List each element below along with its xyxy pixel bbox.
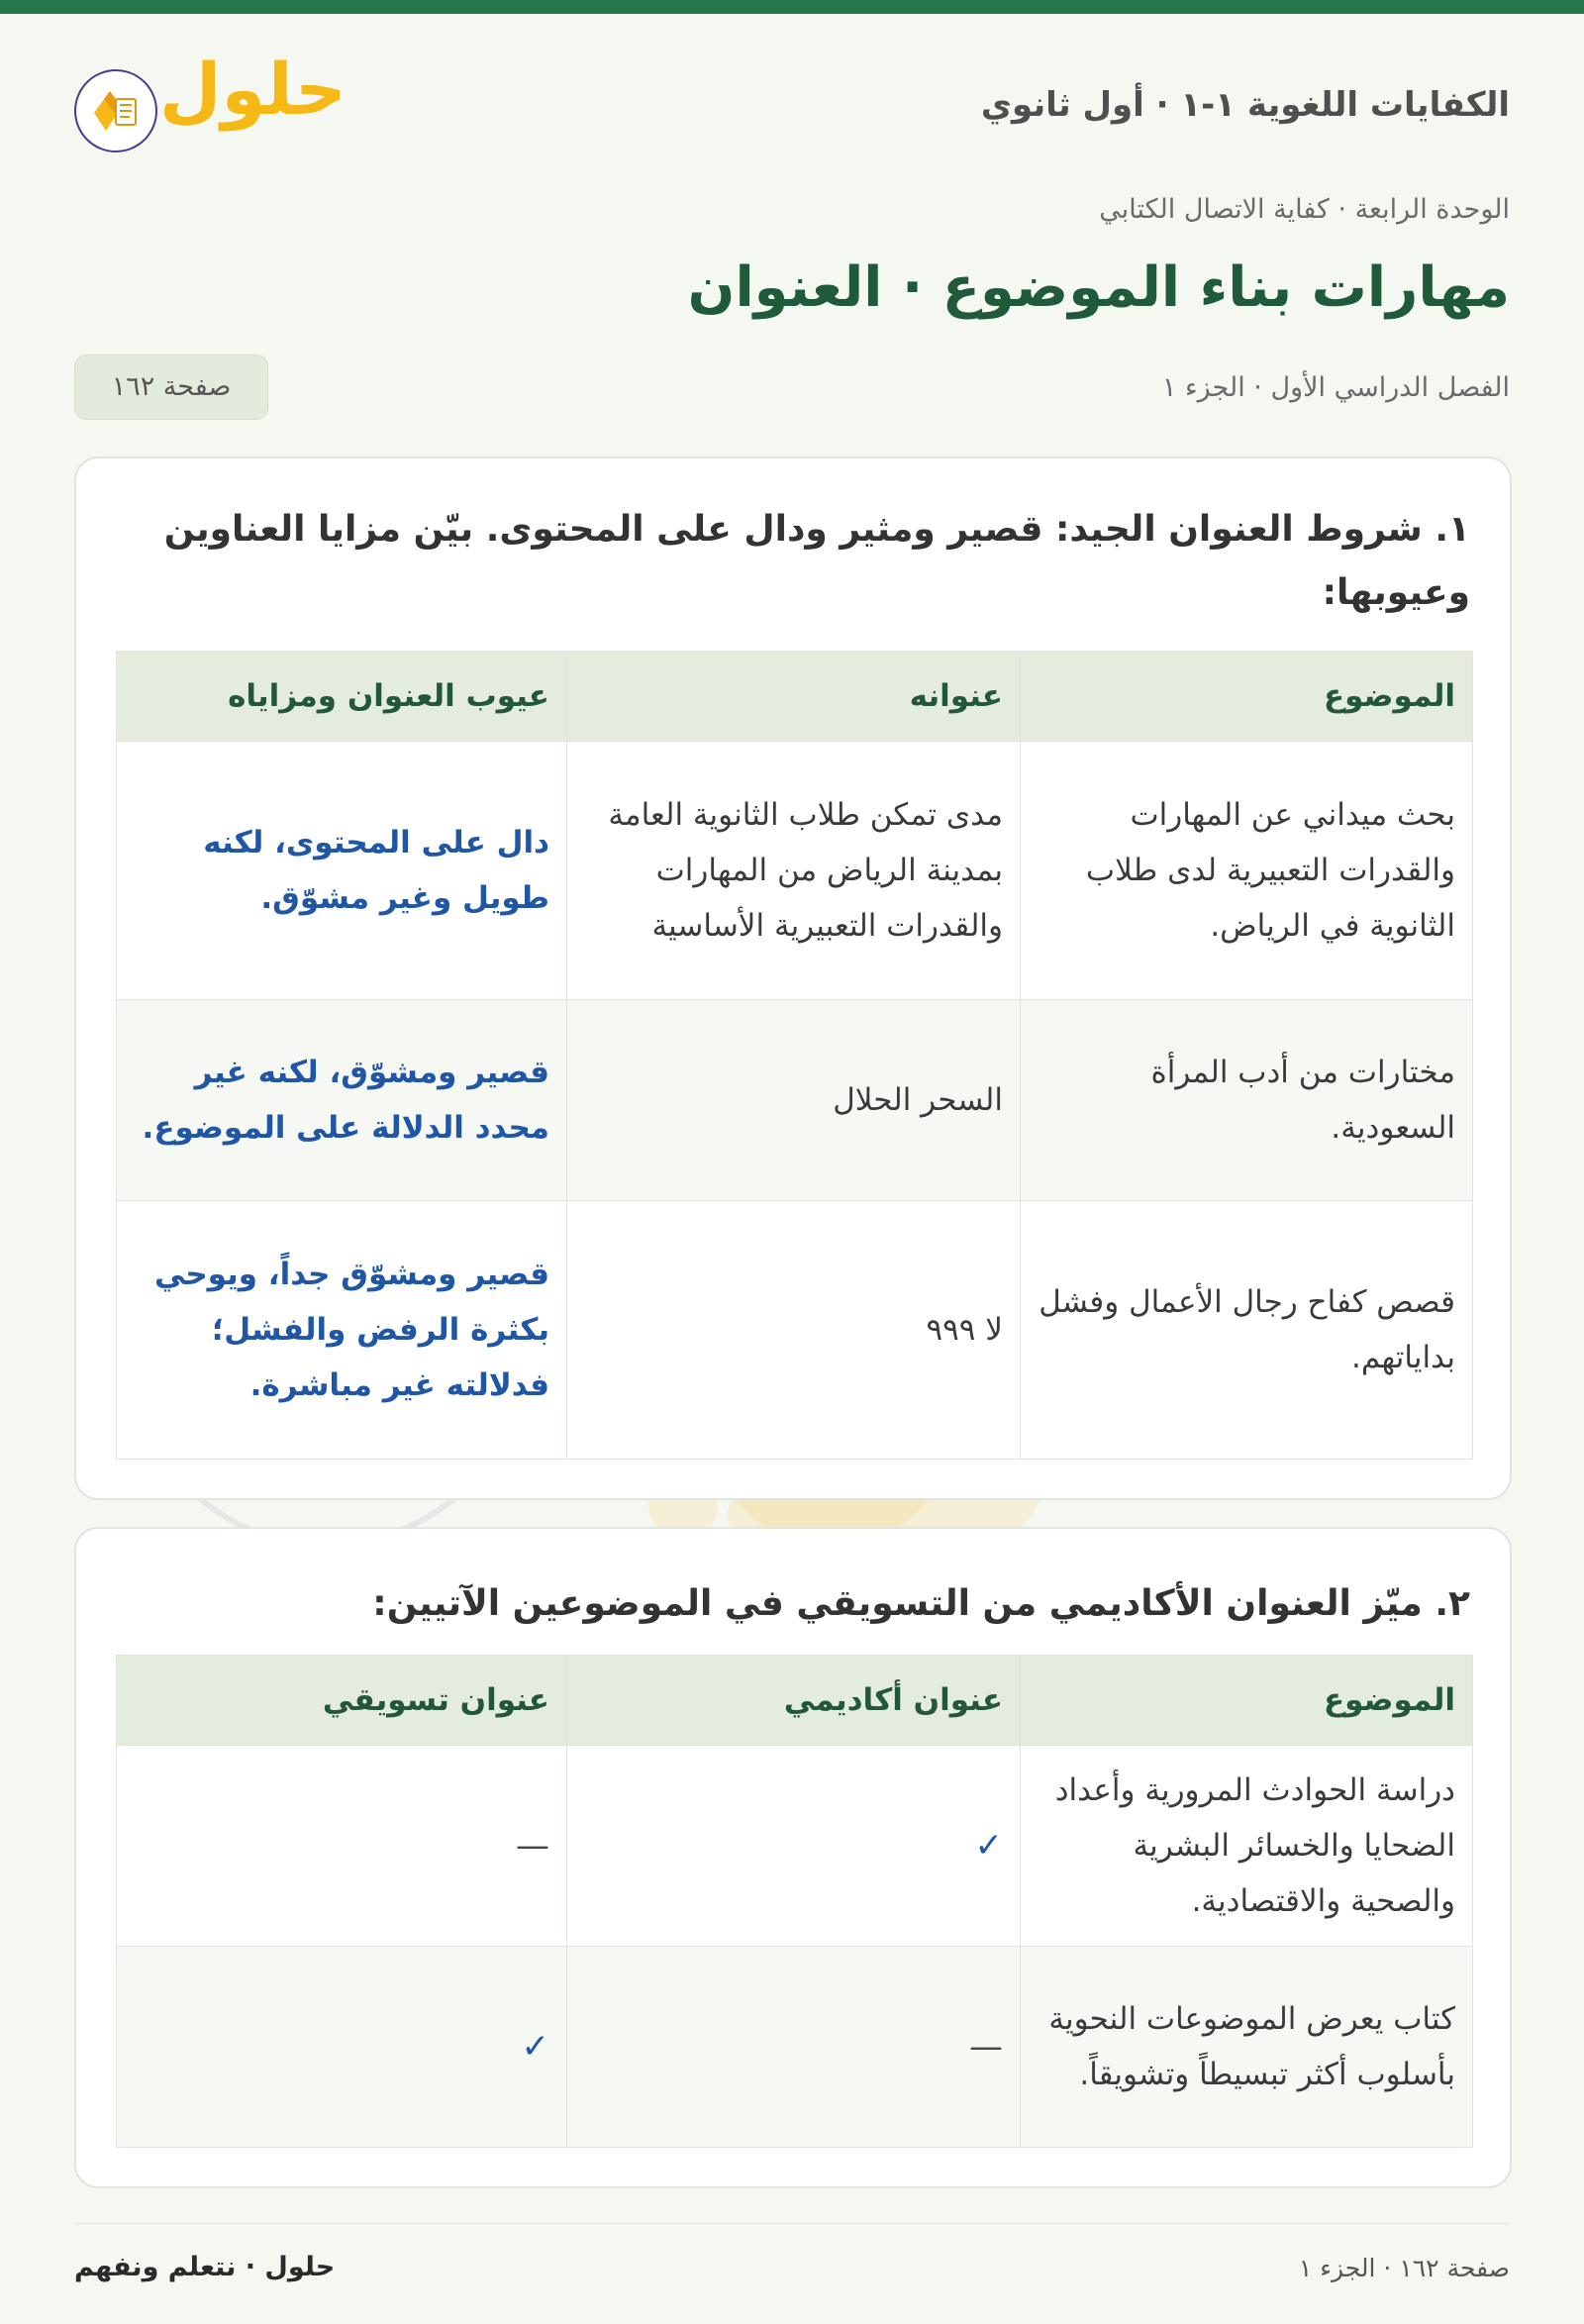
page-badge: صفحة ١٦٢ (74, 354, 268, 420)
dash-mark: — (117, 1746, 567, 1947)
book-pen-icon (74, 69, 157, 152)
cell-topic: بحث ميداني عن المهارات والقدرات التعبيرية لدى طلاب الثانوية في الرياض. (1021, 742, 1473, 1000)
question-card-1 (74, 456, 1512, 1500)
table-row (117, 1947, 1473, 2148)
question-card-2 (74, 1527, 1512, 2188)
footer-divider (74, 2223, 1510, 2224)
footer-brand: حلول · نتعلم ونفهم (74, 2252, 336, 2282)
header-title: عنوانه (567, 652, 1021, 742)
cell-title: لا ٩٩٩ (567, 1201, 1021, 1460)
header-topic: الموضوع (1021, 1656, 1473, 1746)
cell-topic: مختارات من أدب المرأة السعودية. (1021, 1000, 1473, 1201)
table-row (117, 742, 1473, 1000)
header-evaluation: عيوب العنوان ومزاياه (117, 652, 567, 742)
table-header-row (117, 1656, 1473, 1746)
cell-title: مدى تمكن طلاب الثانوية العامة بمدينة الرياض من المهارات والقدرات التعبيرية الأساسية (567, 742, 1021, 1000)
dash-mark: — (567, 1947, 1021, 2148)
header-topic: الموضوع (1021, 652, 1473, 742)
check-icon: ✓ (567, 1746, 1021, 1947)
header-marketing: عنوان تسويقي (117, 1656, 567, 1746)
cell-topic: قصص كفاح رجال الأعمال وفشل بداياتهم. (1021, 1201, 1473, 1460)
logo-wordmark: حلول (159, 48, 346, 131)
table-row (117, 1201, 1473, 1460)
footer-page-info: صفحة ١٦٢ · الجزء ١ (1298, 2254, 1510, 2282)
table-row (117, 1746, 1473, 1947)
header-academic: عنوان أكاديمي (567, 1656, 1021, 1746)
table-row (117, 1000, 1473, 1201)
unit-label: الوحدة الرابعة · كفاية الاتصال الكتابي (1099, 194, 1510, 225)
book-title: الكفايات اللغوية ١-١ · أول ثانوي (980, 85, 1510, 125)
cell-evaluation: قصير ومشوّق جداً، ويوحي بكثرة الرفض والفشل؛ فدلالته غير مباشرة. (117, 1201, 567, 1460)
cell-evaluation: دال على المحتوى، لكنه طويل وغير مشوّق. (117, 742, 567, 1000)
cell-evaluation: قصير ومشوّق، لكنه غير محدد الدلالة على الموضوع. (117, 1000, 567, 1201)
lesson-title: مهارات بناء الموضوع · العنوان (687, 255, 1510, 320)
question-2-text: ٢. ميّز العنوان الأكاديمي من التسويقي في الموضوعين الآتيين: (372, 1583, 1470, 1624)
top-accent-bar (0, 0, 1584, 14)
titles-evaluation-table (116, 651, 1473, 1460)
cell-topic: كتاب يعرض الموضوعات النحوية بأسلوب أكثر تبسيطاً وتشويقاً. (1021, 1947, 1473, 2148)
academic-marketing-table (116, 1655, 1473, 2148)
page-header (74, 48, 1510, 158)
check-icon: ✓ (117, 1947, 567, 2148)
table-header-row (117, 652, 1473, 742)
question-1-text: ١. شروط العنوان الجيد: قصير ومثير ودال على المحتوى. بيّن مزايا العناوين وعيوبها: (163, 509, 1470, 613)
hulul-logo[interactable] (74, 48, 346, 158)
cell-topic: دراسة الحوادث المرورية وأعداد الضحايا والخسائر البشرية والصحية والاقتصادية. (1021, 1746, 1473, 1947)
semester-label: الفصل الدراسي الأول · الجزء ١ (1161, 372, 1510, 403)
cell-title: السحر الحلال (567, 1000, 1021, 1201)
